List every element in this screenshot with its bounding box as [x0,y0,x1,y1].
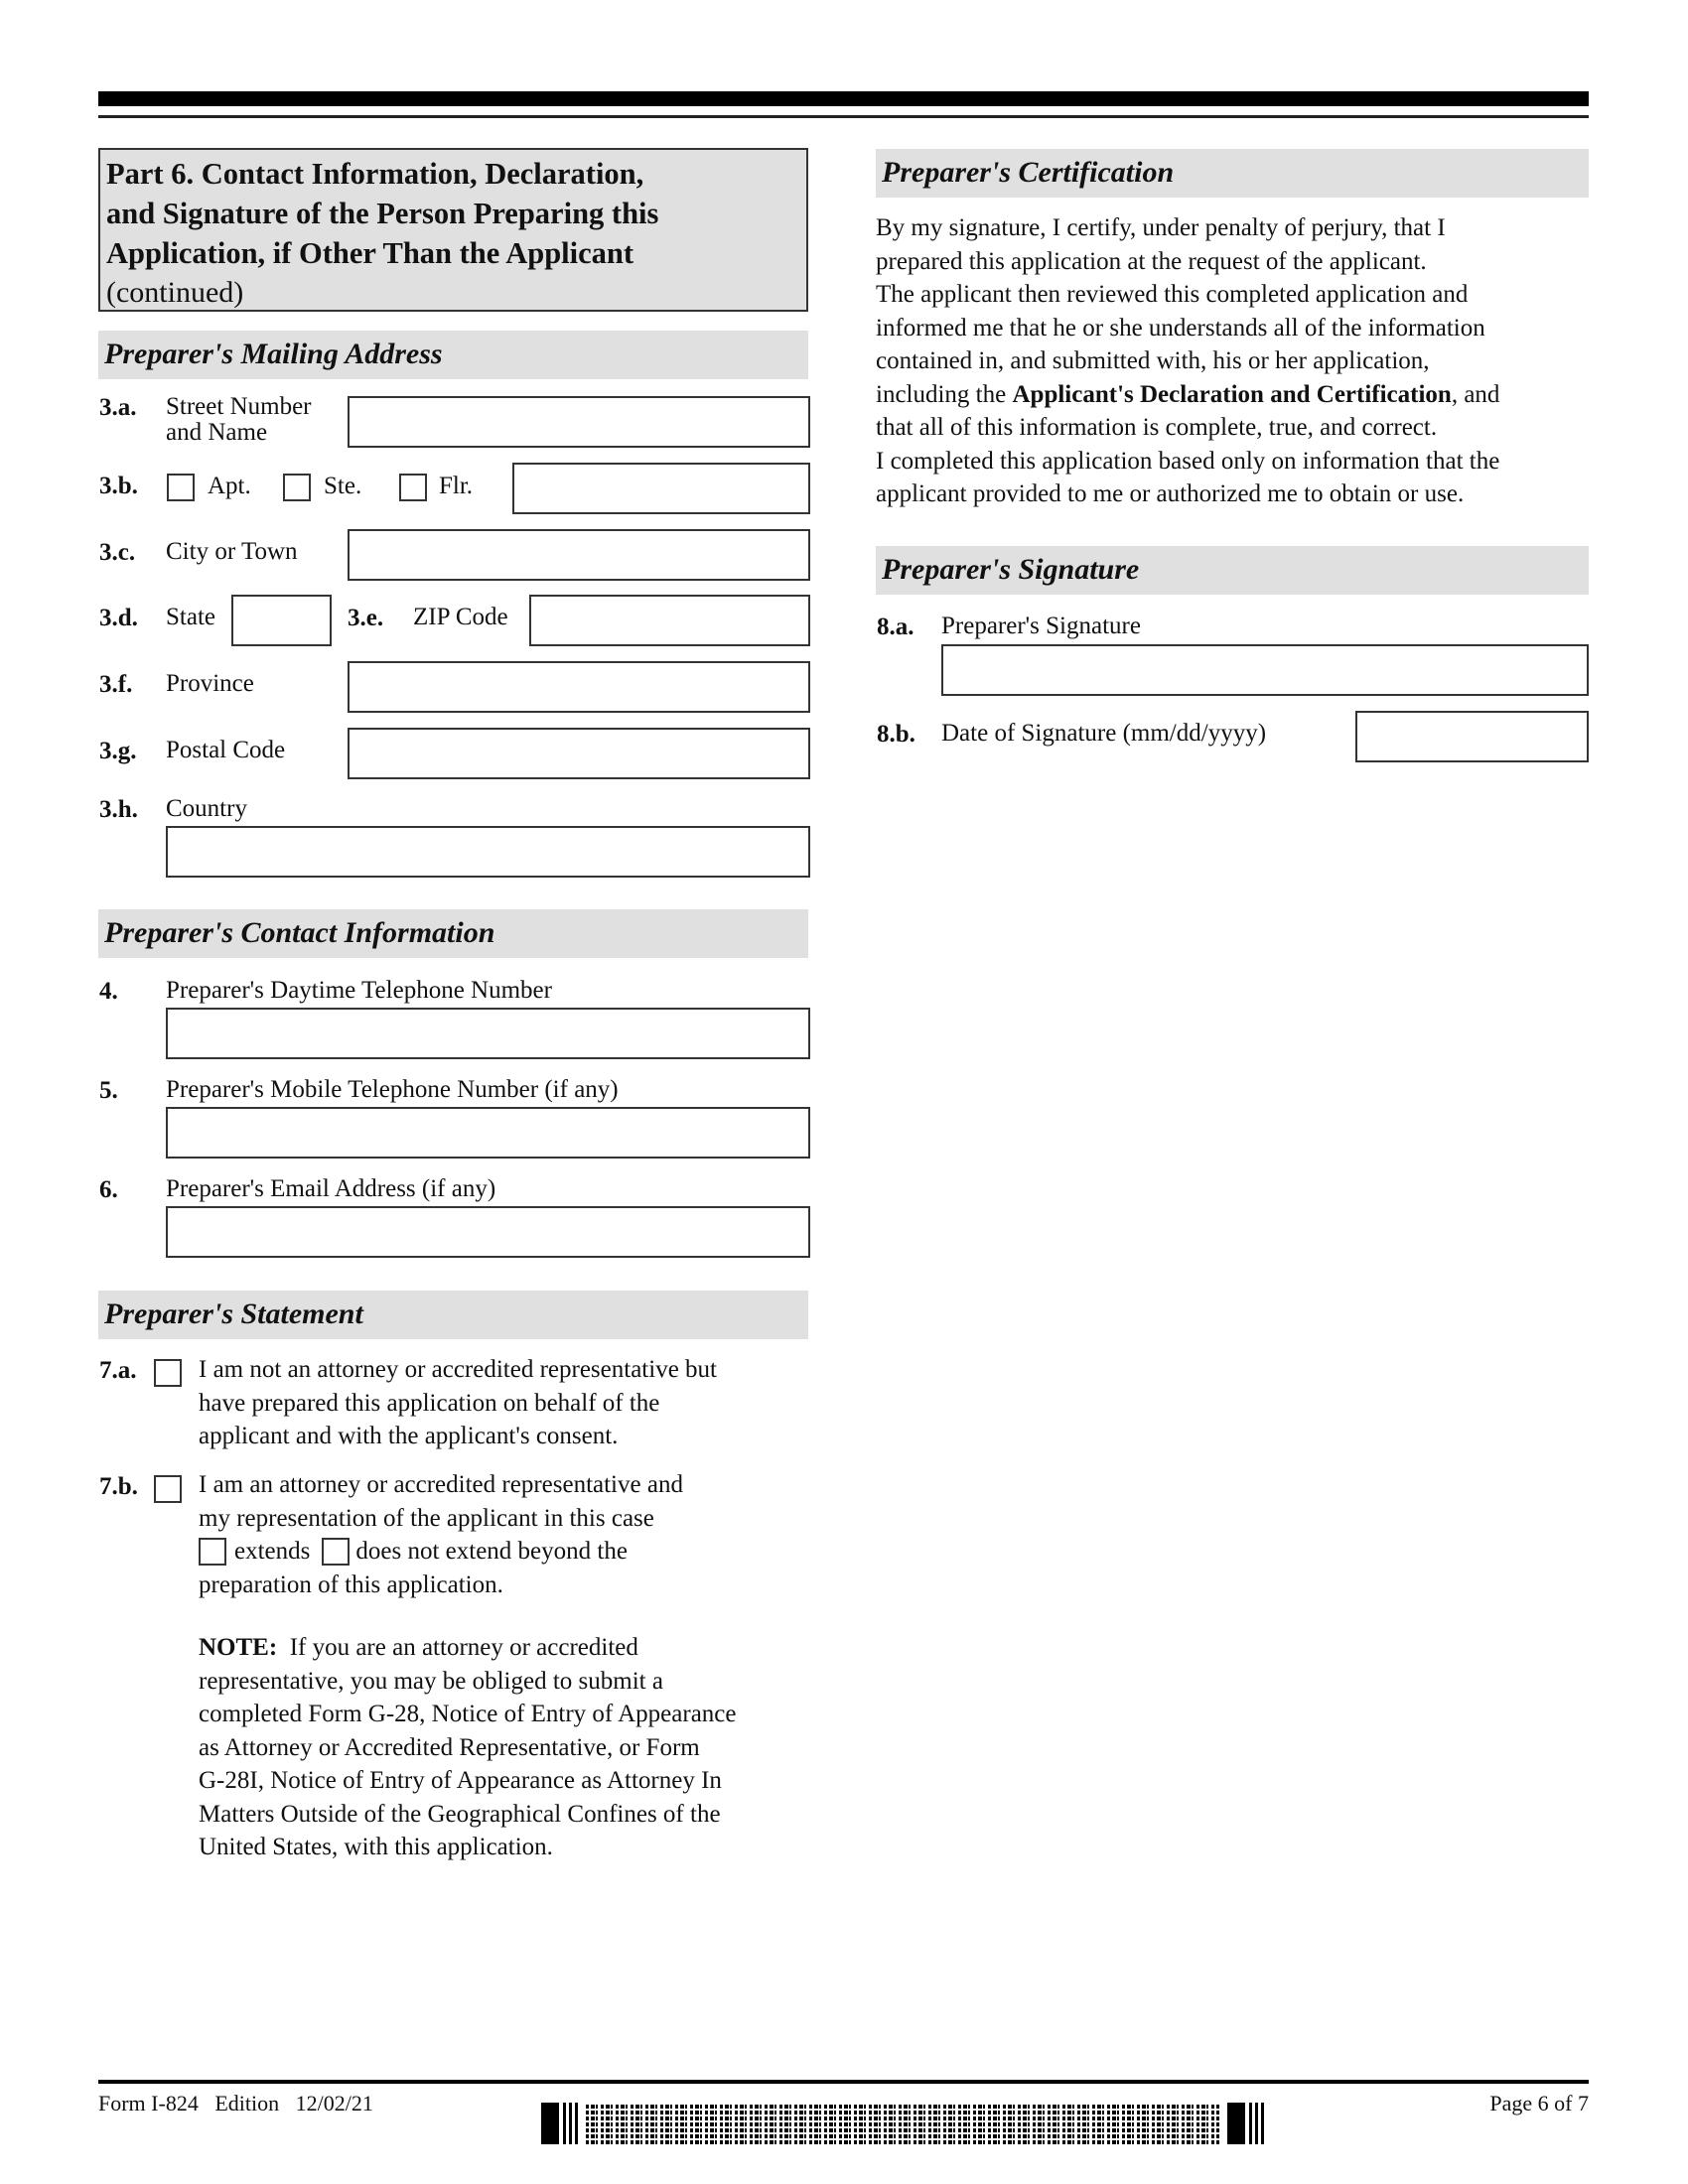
statement-7a-line-1: I am not an attorney or accredited representative but [199,1356,717,1383]
flr-checkbox[interactable] [399,474,427,501]
street-label-line-1: Street Number [166,393,312,420]
country-label: Country [166,795,247,822]
note-line-1: If you are an attorney or accredited [289,1634,638,1661]
city-town-input[interactable] [348,529,810,581]
statement-7a-line-2: have prepared this application on behalf of the [199,1389,660,1417]
street-label [166,394,311,446]
note-block [199,1631,814,1864]
preparer-signature-input[interactable] [941,644,1589,696]
item-number-3a: 3.a. [99,394,137,421]
mailing-address-heading: Preparer's Mailing Address [98,331,808,379]
item-number-7a: 7.a. [99,1357,137,1384]
apt-checkbox[interactable] [167,474,195,501]
note-line-7: United States, with this application. [199,1834,553,1860]
cert-line-6-bold: Applicant's Declaration and Certification [1012,380,1452,408]
item-number-8a: 8.a. [877,614,914,640]
note-line-2: representative, you may be obliged to submit a [199,1667,663,1695]
part-subtitle: (continued) [106,276,244,309]
part-heading-box [98,148,808,312]
street-label-line-2: and Name [166,419,268,446]
does-not-extend-checkbox[interactable] [322,1538,350,1566]
item-number-3f: 3.f. [99,671,133,698]
top-thin-rule [98,115,1589,118]
item-number-7b: 7.b. [99,1473,138,1500]
part-title-line-1: Part 6. Contact Information, Declaration, [106,157,644,191]
zip-label: ZIP Code [413,604,508,630]
extends-checkbox[interactable] [199,1538,226,1566]
item-number-3b: 3.b. [99,473,138,499]
mobile-phone-input[interactable] [166,1107,810,1159]
cert-line-9: applicant provided to me or authorized me to obtain or use. [876,480,1465,507]
does-not-extend-label: does not extend beyond the [355,1538,628,1565]
statement-7b-text [199,1468,814,1601]
signature-label: Preparer's Signature [941,613,1141,639]
city-label: City or Town [166,538,298,565]
daytime-phone-input[interactable] [166,1008,810,1059]
cert-line-8: I completed this application based only on information that the [876,447,1500,475]
item-number-3g: 3.g. [99,738,137,764]
footer-form-number: Form I-824 [98,2091,199,2116]
item-number-8b: 8.b. [877,721,915,748]
cert-line-7: that all of this information is complete, true, and correct. [876,414,1438,441]
flr-label: Flr. [439,473,474,499]
state-label: State [166,604,215,630]
cert-line-6-post: , and [1451,380,1500,408]
extends-label: extends [234,1538,311,1565]
item-number-5: 5. [99,1077,118,1104]
province-label: Province [166,670,254,697]
footer-page-number: Page 6 of 7 [1489,2091,1589,2116]
note-label: NOTE: [199,1634,278,1661]
cert-line-6-pre: including the [876,380,1013,408]
state-input[interactable] [231,595,332,646]
ste-checkbox[interactable] [283,474,311,501]
contact-info-heading: Preparer's Contact Information [98,909,808,958]
signature-heading: Preparer's Signature [876,546,1589,595]
zip-code-input[interactable] [529,595,810,646]
postal-code-label: Postal Code [166,737,286,763]
note-line-4: as Attorney or Accredited Representative, or Form [199,1733,700,1761]
statement-7a-text [199,1353,717,1453]
certification-heading: Preparer's Certification [876,149,1589,198]
note-line-6: Matters Outside of the Geographical Confines of the [199,1800,721,1828]
item-number-3e: 3.e. [348,605,384,631]
note-line-5: G-28I, Notice of Entry of Appearance as Attorney In [199,1767,722,1794]
statement-7b-last-line: preparation of this application. [199,1570,503,1598]
footer-rule [98,2080,1589,2084]
date-of-signature-label: Date of Signature (mm/dd/yyyy) [941,720,1267,747]
province-input[interactable] [348,661,810,713]
cert-line-1: By my signature, I certify, under penalty of perjury, that I [876,214,1446,241]
date-of-signature-input[interactable] [1355,711,1589,762]
item-number-6: 6. [99,1176,118,1203]
daytime-phone-label: Preparer's Daytime Telephone Number [166,977,552,1004]
cert-line-2: prepared this application at the request of the applicant. [876,247,1427,275]
cert-line-3: The applicant then reviewed this completed application and [876,281,1469,308]
mobile-phone-label: Preparer's Mobile Telephone Number (if any) [166,1076,619,1103]
footer-form-info [98,2091,373,2116]
statement-7b-line-2: my representation of the applicant in this case [199,1504,654,1532]
item-number-4: 4. [99,978,118,1005]
footer-edition-date: 12/02/21 [295,2091,373,2116]
top-thick-rule [98,91,1589,106]
not-attorney-checkbox[interactable] [154,1359,182,1387]
cert-line-6 [876,378,1589,412]
item-number-3d: 3.d. [99,605,138,631]
email-label: Preparer's Email Address (if any) [166,1175,496,1202]
extends-options-row [199,1535,814,1569]
certification-text [876,211,1589,511]
cert-line-4: informed me that he or she understands all of the information [876,314,1485,341]
statement-7b-line-1: I am an attorney or accredited representative and [199,1471,683,1498]
item-number-3c: 3.c. [99,539,136,566]
cert-line-5: contained in, and submitted with, his or her application, [876,347,1430,374]
part-title-line-3: Application, if Other Than the Applicant [106,236,634,270]
part-title-line-2: and Signature of the Person Preparing this [106,197,659,230]
note-line-3: completed Form G-28, Notice of Entry of Appearance [199,1701,737,1727]
country-input[interactable] [166,826,810,878]
statement-heading: Preparer's Statement [98,1291,808,1339]
street-number-name-input[interactable] [348,396,810,448]
footer-edition-label: Edition [214,2091,280,2116]
apt-label: Apt. [208,473,251,499]
apt-ste-flr-number-input[interactable] [512,463,810,514]
ste-label: Ste. [324,473,362,499]
item-number-3h: 3.h. [99,796,138,823]
email-input[interactable] [166,1206,810,1258]
statement-7a-line-3: applicant and with the applicant's consent. [199,1423,619,1449]
postal-code-input[interactable] [348,728,810,779]
pdf417-barcode-icon [541,2103,1264,2144]
attorney-checkbox[interactable] [154,1475,182,1503]
